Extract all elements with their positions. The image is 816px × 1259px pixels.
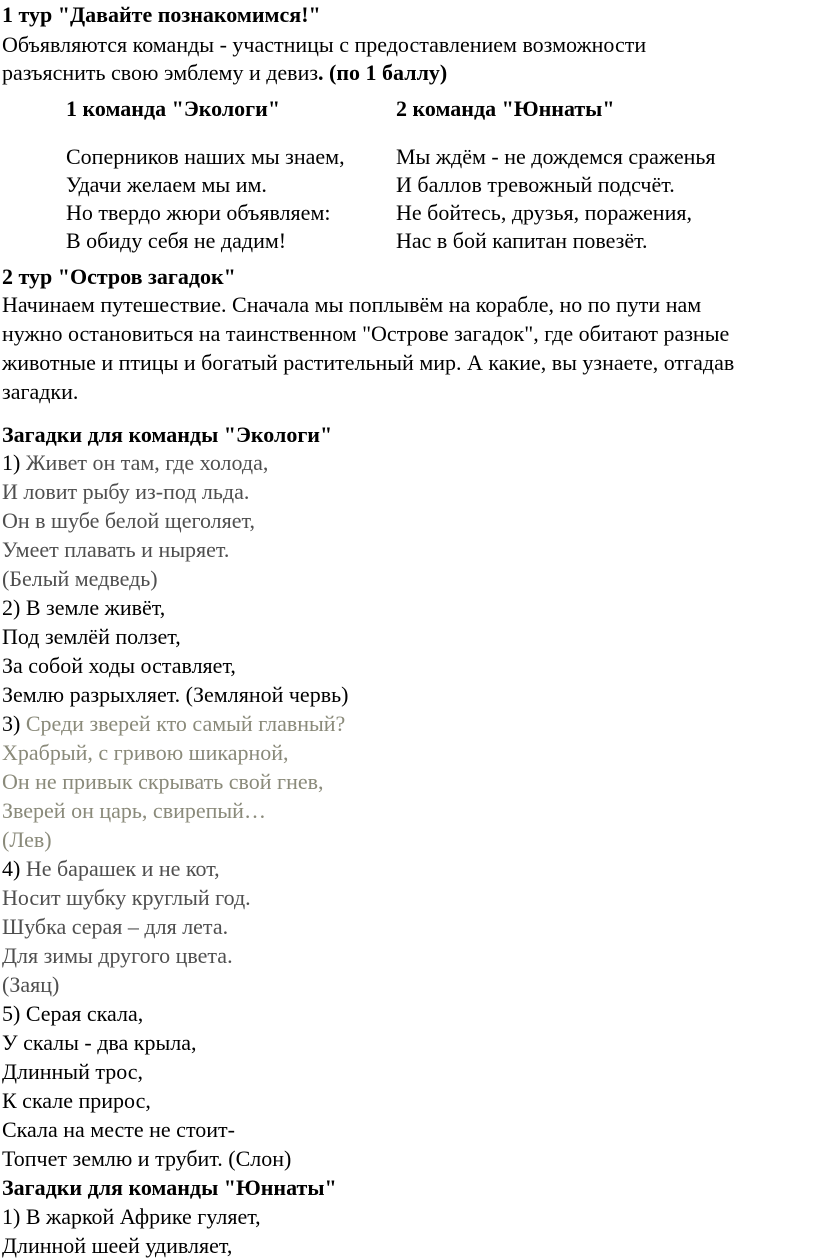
riddle-answer: (Лев) (2, 827, 52, 852)
riddle-line: Умеет плавать и ныряет. (2, 537, 230, 562)
riddle-line: 2) В земле живёт, (2, 595, 166, 620)
riddle-line: Шубка серая – для лета. (2, 914, 229, 939)
round2-paragraph-line: Начинаем путешествие. Сначала мы поплывём на корабле, но по пути нам (2, 292, 702, 317)
riddle-line: Топчет землю и трубит. (Слон) (2, 1146, 292, 1171)
round2-title: 2 тур "Остров загадок" (2, 264, 236, 289)
round1-intro-line2: разъяснить свою эмблему и девиз. (по 1 баллу) (2, 60, 448, 85)
team1-motto-line: Удачи желаем мы им. (66, 172, 267, 197)
riddle-line: Под землёй ползет, (2, 624, 181, 649)
round2-paragraph-line: нужно остановиться на таинственном "Острове загадок", где обитают разные (2, 321, 730, 346)
team1-name: 1 команда "Экологи" (66, 96, 281, 121)
riddle-line: Зверей он царь, свирепый… (2, 798, 266, 823)
team2-motto-line: Нас в бой капитан повезёт. (396, 228, 648, 253)
round1-score-note: . (по 1 баллу) (318, 60, 448, 85)
team1-motto-line: В обиду себя не дадим! (66, 228, 287, 253)
riddle-line: 4) Не барашек и не кот, (2, 856, 220, 881)
team2-motto-line: Не бойтесь, друзья, поражения, (396, 200, 692, 225)
riddles-ecologists-heading: Загадки для команды "Экологи" (2, 422, 333, 447)
round1-title: 1 тур "Давайте познакомимся!" (2, 2, 321, 27)
riddle-line: 1) В жаркой Африке гуляет, (2, 1204, 261, 1229)
round2-paragraph-line: животные и птицы и богатый растительный мир. А какие, вы узнаете, отгадав (2, 350, 735, 375)
riddle-line: Длинный трос, (2, 1059, 144, 1084)
team2-motto-line: И баллов тревожный подсчёт. (396, 172, 675, 197)
riddle-line: Длинной шеей удивляет, (2, 1233, 233, 1258)
team1-motto-line: Соперников наших мы знаем, (66, 144, 345, 169)
team1-motto-line: Но твердо жюри объявляем: (66, 200, 331, 225)
riddle-line: У скалы - два крыла, (2, 1030, 197, 1055)
round2-paragraph-line: загадки. (2, 379, 79, 404)
riddles-naturalists-heading: Загадки для команды "Юннаты" (2, 1175, 337, 1200)
riddle-line: Землю разрыхляет. (Земляной червь) (2, 682, 349, 707)
riddle-line: За собой ходы оставляет, (2, 653, 236, 678)
riddle-line: Он не привык скрывать свой гнев, (2, 769, 324, 794)
riddle-line: Он в шубе белой щеголяет, (2, 508, 255, 533)
team2-motto-line: Мы ждём - не дождемся сраженья (396, 144, 716, 169)
riddle-answer: (Заяц) (2, 972, 60, 997)
riddle-line: 3) Среди зверей кто самый главный? (2, 711, 346, 736)
riddle-line: Для зимы другого цвета. (2, 943, 233, 968)
riddle-line: К скале прирос, (2, 1088, 151, 1113)
team2-name: 2 команда "Юннаты" (396, 96, 615, 121)
riddle-line: И ловит рыбу из-под льда. (2, 479, 250, 504)
round1-intro-line1: Объявляются команды - участницы с предоставлением возможности (2, 32, 647, 57)
riddle-line: 1) Живет он там, где холода, (2, 450, 269, 475)
riddle-line: Скала на месте не стоит- (2, 1117, 235, 1142)
riddle-line: Носит шубку круглый год. (2, 885, 251, 910)
riddle-line: 5) Серая скала, (2, 1001, 144, 1026)
riddle-answer: (Белый медведь) (2, 566, 158, 591)
riddle-line: Храбрый, с гривою шикарной, (2, 740, 289, 765)
